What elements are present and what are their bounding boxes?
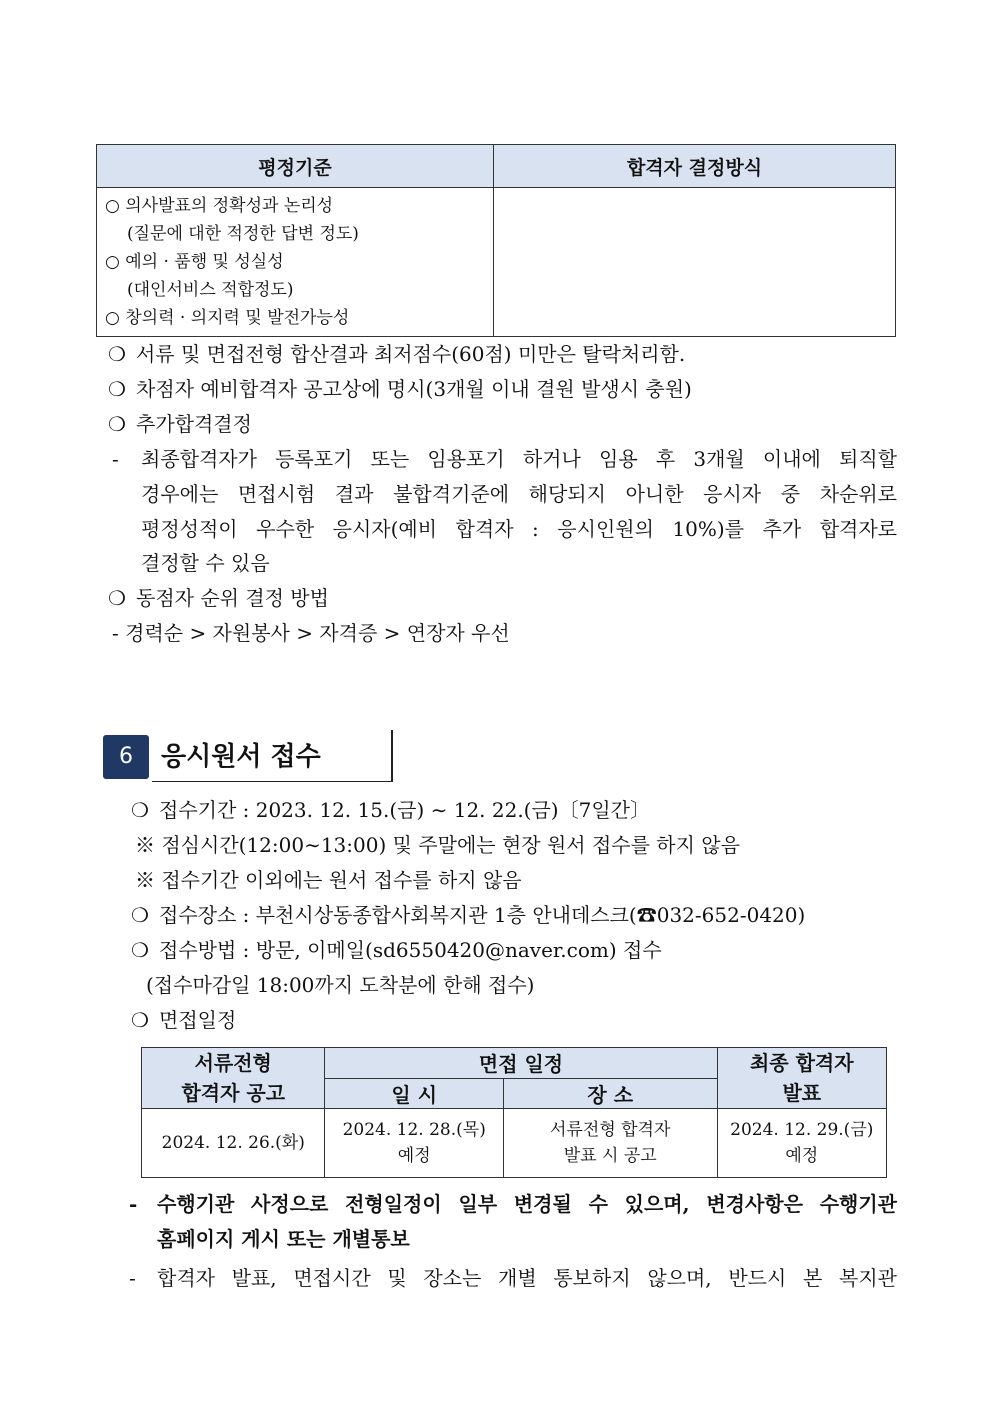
section-underline: [152, 781, 393, 782]
section-number-badge: 6: [103, 735, 149, 779]
criteria-item: ○ 창의력 · 의지력 및 발전가능성: [105, 308, 350, 328]
final-announce-header: 최종 합격자 발표: [717, 1048, 886, 1109]
dash-mark: -: [112, 447, 119, 471]
interview-header: 면접 일정: [325, 1048, 717, 1079]
criteria-item: (질문에 대한 적정한 답변 정도): [127, 224, 359, 244]
reception-method: ❍ 접수방법 : 방문, 이메일(sd6550420@naver.com) 접수: [131, 938, 662, 962]
interview-date-header: 일 시: [325, 1078, 503, 1109]
final-announce-date: 2024. 12. 29.(금) 예정: [717, 1109, 886, 1178]
rule-additional-detail-4: 결정할 수 있음: [141, 551, 270, 575]
rule-reserve: ❍ 차점자 예비합격자 공고상에 명시(3개월 이내 결원 발생시 충원): [108, 377, 692, 401]
decision-cell: [494, 188, 896, 337]
rule-additional-detail-1: 최종합격자가 등록포기 또는 임용포기 하거나 임용 후 3개월 이내에 퇴직할: [141, 447, 897, 471]
note-announcement: 합격자 발표, 면접시간 및 장소는 개별 통보하지 않으며, 반드시 본 복지관: [157, 1266, 897, 1290]
reception-note-lunch: ※ 점심시간(12:00∼13:00) 및 주말에는 현장 원서 접수를 하지 않음: [135, 833, 740, 857]
doc-announce-header: 서류전형 합격자 공고: [142, 1048, 325, 1109]
rule-min-score: ❍ 서류 및 면접전형 합산결과 최저점수(60점) 미만은 탈락처리함.: [108, 342, 686, 366]
criteria-item: (대인서비스 적합정도): [127, 280, 294, 300]
note-schedule-change-1: 수행기관 사정으로 전형일정이 일부 변경될 수 있으며, 변경사항은 수행기관: [157, 1192, 897, 1216]
decision-header: 합격자 결정방식: [494, 145, 896, 188]
dash-mark: -: [129, 1266, 136, 1290]
reception-note-outside: ※ 접수기간 이외에는 원서 접수를 하지 않음: [135, 868, 522, 892]
rule-additional-detail-3: 평정성적이 우수한 응시자(예비 합격자 : 응시인원의 10%)를 추가 합격자로: [141, 517, 897, 541]
section-title: 응시원서 접수: [161, 742, 321, 772]
rule-additional-detail-2: 경우에는 면접시험 결과 불합격기준에 해당되지 아니한 응시자 중 차순위로: [141, 482, 897, 506]
rule-tie-detail: - 경력순 > 자원봉사 > 자격증 > 연장자 우선: [112, 621, 510, 645]
doc-announce-date: 2024. 12. 26.(화): [142, 1109, 325, 1178]
rule-tie: ❍ 동점자 순위 결정 방법: [108, 586, 329, 610]
dash-mark: -: [129, 1192, 138, 1216]
schedule-table: [141, 1047, 887, 1178]
interview-date: 2024. 12. 28.(목) 예정: [325, 1109, 503, 1178]
interview-schedule-label: ❍ 면접일정: [131, 1008, 237, 1032]
criteria-list: [97, 188, 494, 337]
criteria-item: ○ 의사발표의 정확성과 논리성: [105, 196, 334, 216]
criteria-header: 평정기준: [97, 145, 494, 188]
reception-period: ❍ 접수기간 : 2023. 12. 15.(금) ∼ 12. 22.(금)〔7일간〕: [131, 798, 650, 822]
interview-place: 서류전형 합격자 발표 시 공고: [503, 1109, 717, 1178]
interview-place-header: 장 소: [503, 1078, 717, 1109]
reception-place: ❍ 접수장소 : 부천시상동종합사회복지관 1층 안내데스크(☎032-652-0420): [131, 903, 806, 927]
section-divider: [391, 730, 393, 782]
rule-additional: ❍ 추가합격결정: [108, 412, 252, 436]
note-schedule-change-2: 홈페이지 게시 또는 개별통보: [157, 1227, 410, 1251]
criteria-item: ○ 예의 · 품행 및 성실성: [105, 252, 284, 272]
criteria-table: [96, 144, 896, 337]
reception-deadline: (접수마감일 18:00까지 도착분에 한해 접수): [146, 973, 535, 997]
